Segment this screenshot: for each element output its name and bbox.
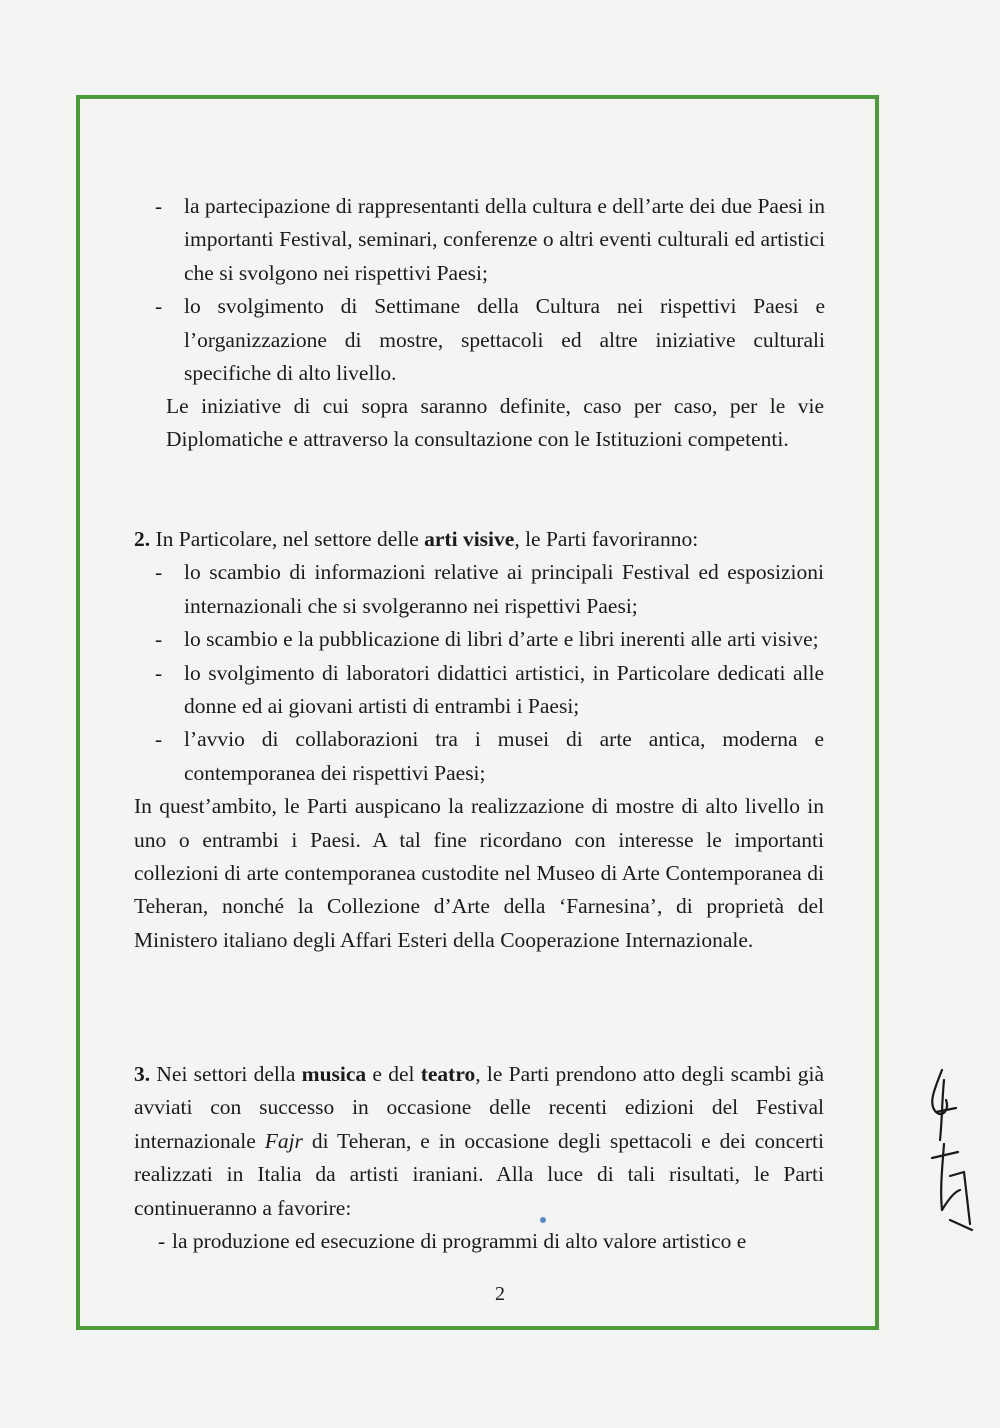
- list-item-text: lo svolgimento di laboratori didattici artistici, in Particolare dedicati alle donne ed ai giovani artisti di entrambi i Paesi;: [184, 660, 824, 719]
- list-item: [155, 190, 825, 290]
- section-2-number: 2.: [134, 527, 151, 551]
- section-3: [134, 1058, 824, 1258]
- list-item: [155, 723, 824, 790]
- intro-list: [155, 190, 825, 390]
- section-3-text-2: e del: [372, 1062, 415, 1086]
- list-dash: -: [155, 194, 163, 218]
- section-3-text-3: , le Parti prendono atto degli scambi già avviati con successo in occasione delle recenti edizioni del Festival internazionale: [134, 1062, 825, 1153]
- list-item: [155, 657, 824, 724]
- section-2-paragraph: [134, 790, 824, 957]
- page-number: 2: [495, 1283, 505, 1305]
- intro-paragraph: [166, 390, 824, 457]
- section-2-lead-after: , le Parti favoriranno:: [514, 527, 699, 551]
- section-3-list: [134, 1225, 824, 1258]
- section-2-lead-before: In Particolare, nel settore delle: [155, 527, 419, 551]
- section-2-lead-bold: arti visive: [424, 527, 515, 551]
- section-2-lead: [134, 523, 824, 556]
- section-3-bold-2: teatro: [420, 1062, 476, 1086]
- section-3-text-4: di Teheran, e in occasione degli spettacoli e dei concerti realizzati in Italia da artisti iraniani. Alla luce di tali risultati, le Parti continueranno a favorire:: [134, 1128, 824, 1220]
- list-item-text: lo scambio di informazioni relative ai principali Festival ed esposizioni internazionali che si svolgeranno nei rispettivi Paesi;: [184, 560, 824, 618]
- section-3-paragraph: [134, 1058, 824, 1225]
- list-item-text: lo scambio e la pubblicazione di libri d’arte e libri inerenti alle arti visive;: [184, 627, 819, 652]
- list-item-text: la produzione ed esecuzione di programmi di alto valore artistico e: [172, 1229, 747, 1254]
- list-item: [155, 290, 825, 390]
- section-3-italic: Fajr: [264, 1128, 303, 1153]
- list-item-text: lo svolgimento di Settimane della Cultura nei rispettivi Paesi e l’organizzazione di mostre, spettacoli ed altre iniziative culturali specifiche di alto livello.: [184, 294, 825, 386]
- list-item: [155, 556, 824, 623]
- section-3-bold-1: musica: [301, 1062, 367, 1086]
- list-item-text: l’avvio di collaborazioni tra i musei di arte antica, moderna e contemporanea dei rispettivi Paesi;: [184, 727, 824, 785]
- section-2: [134, 523, 824, 957]
- list-item: [158, 1225, 824, 1258]
- list-dash: -: [155, 294, 163, 319]
- section-3-text-1: Nei settori della: [156, 1062, 296, 1086]
- list-dash: -: [155, 627, 163, 652]
- list-dash: -: [155, 727, 163, 752]
- list-dash: -: [158, 1229, 166, 1254]
- section-2-list: [134, 556, 824, 790]
- section-3-number: 3.: [134, 1062, 151, 1086]
- list-item: [155, 623, 824, 656]
- list-dash: -: [155, 560, 163, 585]
- section-2-paragraph-text: In quest’ambito, le Parti auspicano la realizzazione di mostre di alto livello in uno o entrambi i Paesi. A tal fine ricordano con interesse le importanti collezioni di arte contemporanea custodite nel Museo di Arte Contemporanea di Teheran, nonché la Collezione d’Arte della ‘Farnesina’, di proprietà del Ministero italiano degli Affari Esteri della Cooperazione Internazionale.: [134, 794, 824, 952]
- list-dash: -: [155, 660, 163, 685]
- intro-paragraph-text: Le iniziative di cui sopra saranno definite, caso per caso, per le vie Diplomatiche e attraverso la consultazione con le Istituzioni competenti.: [166, 394, 824, 452]
- handwritten-initials-signature: [920, 1060, 980, 1240]
- ink-mark: [540, 1217, 546, 1223]
- list-item-text: la partecipazione di rappresentanti della cultura e dell’arte dei due Paesi in importanti Festival, seminari, conferenze o altri eventi culturali ed artistici che si svolgono nei rispettivi Paesi;: [184, 194, 825, 285]
